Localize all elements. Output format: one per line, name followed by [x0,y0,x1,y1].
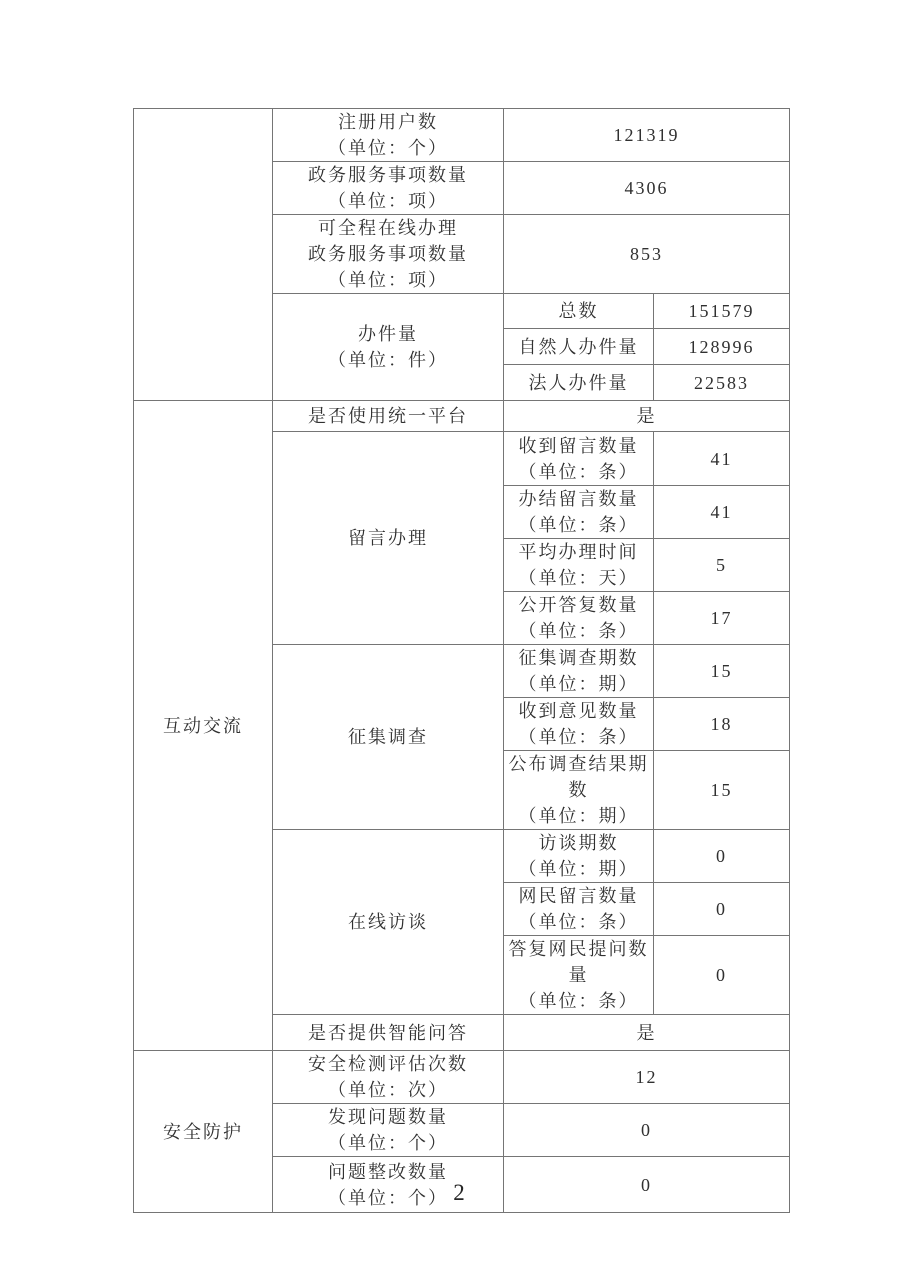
category-cell-security: 安全防护 [134,1051,273,1213]
metric-value-cell: 是 [504,1015,790,1051]
category-cell-interaction: 互动交流 [134,401,273,1051]
metric-value-cell: 121319 [504,109,790,162]
metric-unit: （单位：条） [518,727,639,747]
metric-unit: （单位：个） [328,1133,448,1153]
metric-unit: （单位：条） [518,515,639,535]
metric-unit: （单位：条） [518,912,639,932]
metric-name: 平均办理时间 [518,542,639,562]
submetric-label-cell: 法人办件量 [504,365,654,401]
submetric-value-cell: 128996 [654,329,790,365]
page-number: 2 [453,1180,465,1205]
group-label-cell: 留言办理 [273,432,504,645]
submetric-label-cell [504,936,654,1015]
metric-name: 可全程在线办理 [318,218,458,238]
metric-unit: （单位：个） [328,138,448,158]
submetric-value-cell: 22583 [654,365,790,401]
group-name: 办件量 [358,324,418,344]
submetric-label-cell [504,486,654,539]
metric-unit: （单位：个） [328,1187,448,1208]
metric-unit: （单位：项） [328,191,448,211]
metric-label-cell [273,162,504,215]
group-unit: （单位：件） [328,350,448,370]
group-label-cell: 在线访谈 [273,830,504,1015]
metric-name: 答复网民提问数量 [508,939,649,985]
metric-value-cell: 4306 [504,162,790,215]
metric-unit: （单位：条） [518,461,639,482]
submetric-label-cell [504,539,654,592]
metric-label-cell [273,1051,504,1104]
group-label-cell [273,294,504,401]
metric-name: 收到留言数量 [518,435,639,456]
table-row [134,1051,790,1104]
submetric-value-cell: 17 [654,592,790,645]
submetric-value-cell: 15 [654,645,790,698]
metric-label-cell [273,1104,504,1157]
metric-unit: （单位：项） [328,270,448,290]
metric-name: 收到意见数量 [518,701,639,721]
metric-name: 网民留言数量 [518,886,639,906]
metric-unit: （单位：期） [518,806,639,826]
submetric-value-cell: 41 [654,486,790,539]
submetric-label-cell [504,698,654,751]
submetric-label-cell [504,432,654,486]
submetric-label-cell: 自然人办件量 [504,329,654,365]
metric-name: 政务服务事项数量 [308,165,468,185]
metric-name: 政务服务事项数量 [308,244,468,264]
metric-name: 发现问题数量 [328,1107,448,1127]
table-row [134,401,790,432]
metric-value-cell: 853 [504,215,790,294]
metric-name: 安全检测评估次数 [308,1054,468,1074]
metric-value-cell: 是 [504,401,790,432]
metric-unit: （单位：条） [518,991,639,1011]
group-label-cell: 征集调查 [273,645,504,830]
submetric-label-cell [504,645,654,698]
submetric-value-cell: 15 [654,751,790,830]
submetric-label-cell [504,830,654,883]
metric-name: 公开答复数量 [518,595,639,615]
submetric-label-cell [504,751,654,830]
metric-name: 办结留言数量 [518,489,639,509]
submetric-value-cell: 0 [654,830,790,883]
metric-value-cell: 0 [504,1104,790,1157]
metric-name: 公布调查结果期数 [508,754,649,800]
submetric-label-cell: 总数 [504,294,654,329]
metric-unit: （单位：期） [518,859,639,879]
government-service-report-table [133,108,790,1213]
submetric-label-cell [504,592,654,645]
metric-name: 问题整改数量 [328,1161,448,1182]
metric-label-cell: 是否提供智能问答 [273,1015,504,1051]
submetric-value-cell: 151579 [654,294,790,329]
table-row [134,109,790,162]
metric-value-cell: 12 [504,1051,790,1104]
metric-name: 注册用户数 [338,112,438,132]
metric-unit: （单位：次） [328,1080,448,1100]
submetric-label-cell [504,883,654,936]
metric-label-cell: 是否使用统一平台 [273,401,504,432]
metric-label-cell [273,215,504,294]
metric-label-cell [273,109,504,162]
submetric-value-cell: 5 [654,539,790,592]
metric-value-cell: 0 [504,1157,790,1213]
metric-unit: （单位：期） [518,674,639,694]
submetric-value-cell: 18 [654,698,790,751]
metric-name: 访谈期数 [538,833,619,853]
submetric-value-cell: 0 [654,936,790,1015]
metric-name: 征集调查期数 [518,648,639,668]
submetric-value-cell: 0 [654,883,790,936]
metric-unit: （单位：天） [518,568,639,588]
submetric-value-cell: 41 [654,432,790,486]
category-cell-blank [134,109,273,401]
metric-unit: （单位：条） [518,621,639,641]
